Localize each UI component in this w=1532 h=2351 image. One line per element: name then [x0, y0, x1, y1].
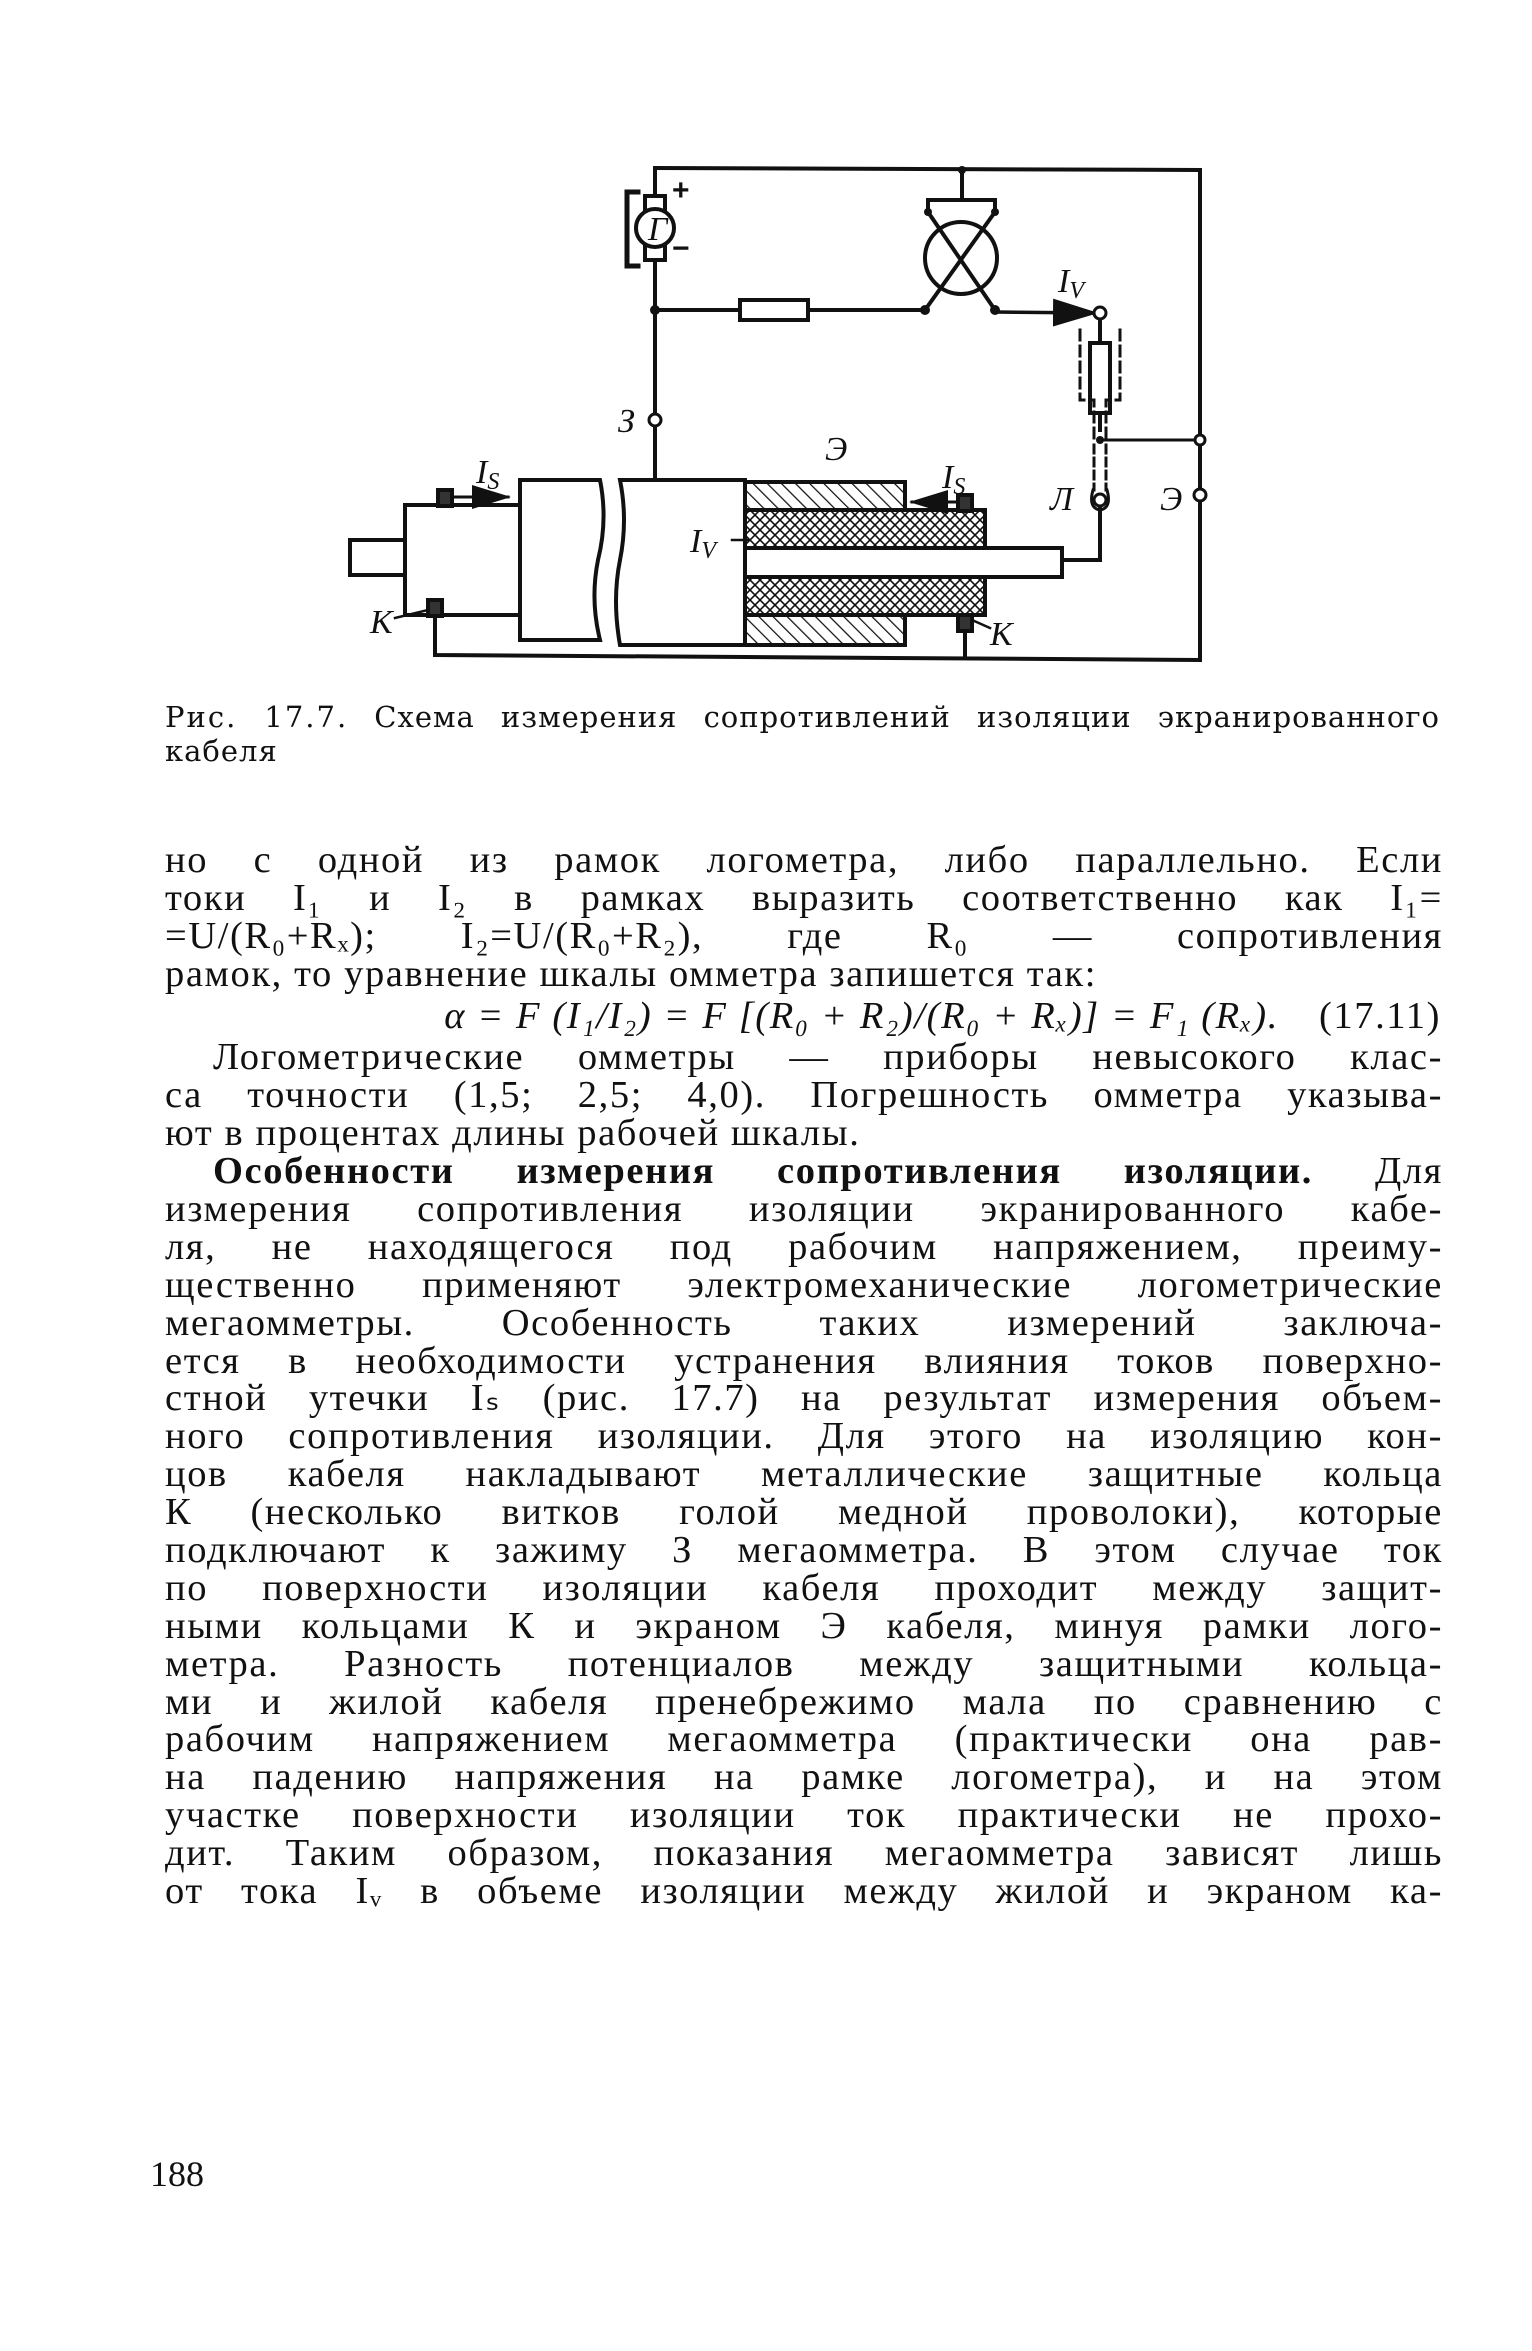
generator-label: Г: [648, 211, 668, 248]
body-text: [165, 839, 1443, 1913]
text-line: на падению напряжения на рамке логометра), и на этом: [165, 1756, 1443, 1799]
iv-cable-label: IV: [690, 523, 716, 564]
text-line: цов кабеля накладывают металлические защитные кольца: [165, 1453, 1443, 1496]
equation-body: α = F (I₁/I₂) = F [(R₀ + R₂)/(R₀ + Rₓ)] = F₁ (Rₓ).: [444, 994, 1279, 1037]
text-line: =U/(R₀+Rₓ); I₂=U/(R₀+R₂), где R₀ — сопротивления: [165, 914, 1443, 957]
terminal-z: [649, 414, 661, 426]
caption-text: Схема измерения сопротивлений изоляции экранированного кабеля: [165, 700, 1440, 768]
text-line: К (несколько витков голой медной проволоки), которые: [165, 1491, 1443, 1534]
text-line: ными кольцами К и экраном Э кабеля, минуя рамки лого-: [165, 1604, 1443, 1647]
resistor-icon: [740, 300, 808, 320]
text-line: ют в процентах длины рабочей шкалы.: [165, 1112, 861, 1155]
terminal-l-top: [1094, 307, 1106, 319]
equation-number: (17.11): [1318, 994, 1441, 1037]
ring-k-right-bottom: [958, 615, 972, 631]
clamp-z-label: З: [618, 403, 635, 440]
iv-top-label: IV: [1058, 263, 1084, 304]
text-line: измерения сопротивления изоляции экранированного кабе-: [165, 1188, 1443, 1231]
ring-k-right-label: К: [990, 616, 1013, 653]
is-right-label: IS: [942, 459, 966, 500]
text-line: от тока Iᵥ в объеме изоляции между жилой и экраном ка-: [165, 1870, 1443, 1913]
figure-caption: [165, 700, 1440, 768]
screen-e-label: Э: [825, 431, 848, 468]
ring-k-left-label: К: [370, 604, 393, 641]
text-line: рабочим напряжением мегаомметра (практически она рав-: [165, 1718, 1443, 1761]
screen-e-right-label: Э: [1160, 481, 1183, 518]
text-line: ного сопротивления изоляции. Для этого на изоляцию кон-: [165, 1415, 1443, 1458]
ring-k-left-top: [438, 490, 452, 506]
section-heading-line: Особенности измерения сопротивления изоляции. Для: [213, 1150, 1443, 1193]
circuit-diagram: [0, 0, 1532, 680]
section-heading: Особенности измерения сопротивления изоляции.: [213, 1150, 1313, 1193]
equation-17-11: [165, 994, 1443, 1037]
text-line: щественно применяют электромеханические логометрические: [165, 1263, 1443, 1306]
text-line: са точности (1,5; 2,5; 4,0). Погрешность омметра указыва-: [165, 1074, 1443, 1117]
text-line: метра. Разность потенциалов между защитными кольца-: [165, 1642, 1443, 1685]
text-line: Логометрические омметры — приборы невысокого клас-: [213, 1036, 1443, 1079]
page-number: 188: [150, 2154, 204, 2194]
caption-label: Рис. 17.7.: [165, 700, 349, 734]
text-line: стной утечки Iₛ (рис. 17.7) на результат измерения объем-: [165, 1377, 1443, 1420]
text-line: ми и жилой кабеля пренебрежимо мала по сравнению с: [165, 1680, 1443, 1723]
minus-label: −: [672, 232, 690, 265]
terminal-e: [1194, 489, 1206, 501]
text-line: дит. Таким образом, показания мегаомметра зависят лишь: [165, 1832, 1443, 1875]
text-line: рамок, то уравнение шкалы омметра запишется так:: [165, 952, 1097, 995]
text-line: ля, не находящегося под рабочим напряжением, преиму-: [165, 1225, 1443, 1268]
text-line: участке поверхности изоляции ток практически не прохо-: [165, 1794, 1443, 1837]
text-line: но с одной из рамок логометра, либо параллельно. Если: [165, 839, 1443, 881]
ring-k-left-bottom: [428, 600, 442, 616]
text-line: подключают к зажиму З мегаомметра. В этом случае ток: [165, 1529, 1443, 1572]
line-l-label: Л: [1050, 481, 1074, 518]
text-line: токи I₁ и I₂ в рамках выразить соответственно как I₁=: [165, 876, 1443, 919]
terminal-l: [1094, 494, 1106, 506]
figure-17-7: [0, 0, 1532, 680]
text-line: по поверхности изоляции кабеля проходит между защит-: [165, 1566, 1443, 1609]
is-left-label: IS: [476, 454, 500, 495]
plus-label: +: [672, 174, 690, 207]
text-line: ется в необходимости устранения влияния токов поверхно-: [165, 1339, 1443, 1382]
text-line: мегаомметры. Особенность таких измерений заключа-: [165, 1301, 1443, 1344]
